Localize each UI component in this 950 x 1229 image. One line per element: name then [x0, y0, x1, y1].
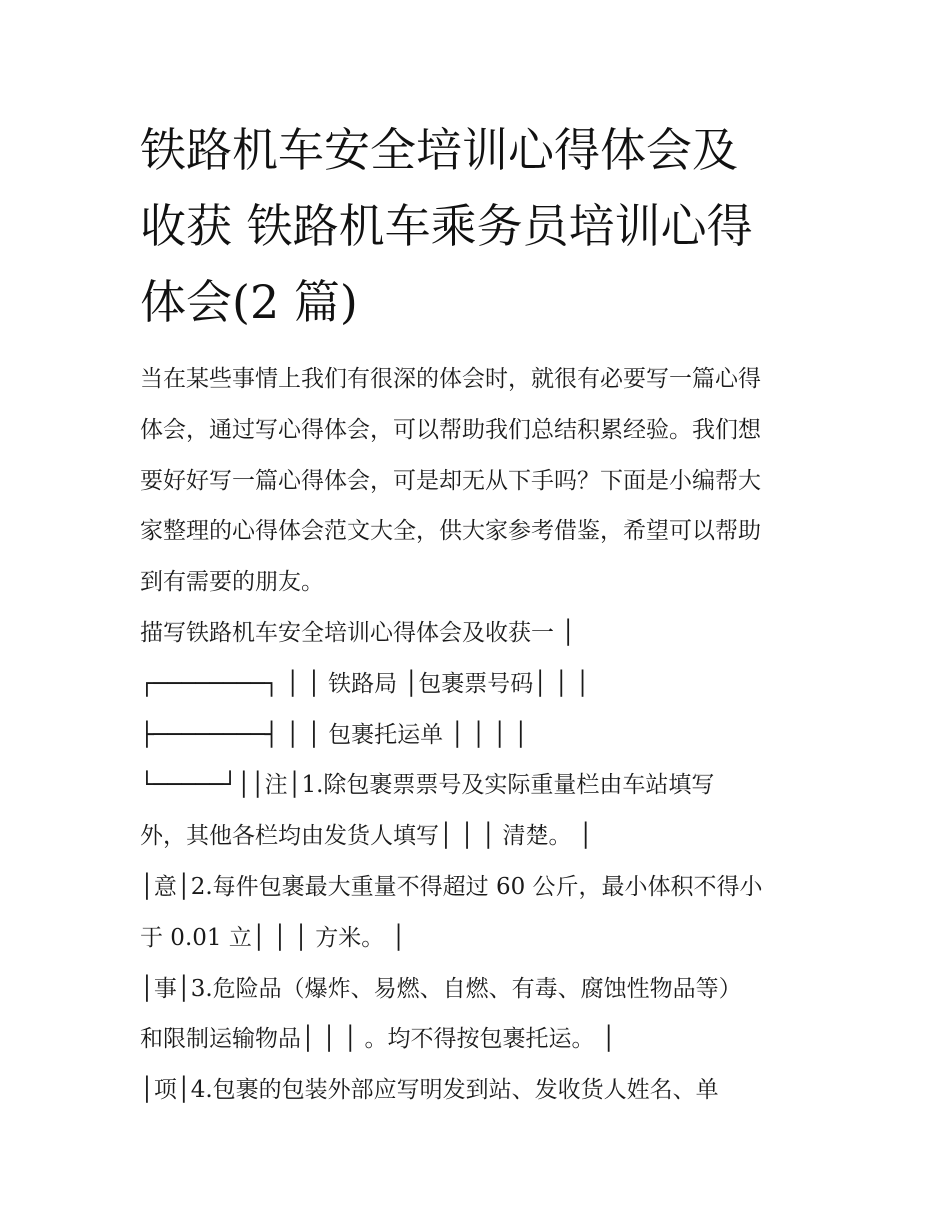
form-table-line: 和限制运输物品│ │ │ 。均不得按包裹托运。 │ — [140, 1026, 616, 1053]
form-table-line: │项│4.包裹的包装外部应写明发到站、发收货人姓名、单 — [140, 1077, 719, 1104]
title-line: 铁路机车安全培训心得体会及 — [140, 123, 738, 177]
body-line: 家整理的心得体会范文大全，供大家参考借鉴，希望可以帮助 — [140, 518, 761, 545]
title-line: 收获 铁路机车乘务员培训心得 — [140, 199, 753, 253]
form-table-line: └─────┘││注│1.除包裹票票号及实际重量栏由车站填写 — [140, 772, 715, 799]
form-table-line: │意│2.每件包裹最大重量不得超过 60 公斤，最小体积不得小 — [140, 873, 763, 900]
form-table-line: ┌────────┐ │ │ 铁路局 │包裹票号码│ │ │ — [140, 670, 590, 697]
form-table-line: │事│3.危险品（爆炸、易燃、自燃、有毒、腐蚀性物品等） — [140, 975, 742, 1002]
document-body — [140, 354, 830, 1116]
body-line: 当在某些事情上我们有很深的体会时，就很有必要写一篇心得 — [140, 366, 761, 392]
form-table-line: 外，其他各栏均由发货人填写│ │ │ 清楚。 │ — [140, 823, 593, 850]
form-table-line: 于 0.01 立│ │ │ 方米。 │ — [140, 924, 406, 951]
document-title — [140, 112, 830, 340]
body-line: 要好好写一篇心得体会，可是却无从下手吗？下面是小编帮大 — [140, 467, 761, 494]
form-table-line: ├────────┤ │ │ 包裹托运单 │ │ │ │ — [140, 721, 528, 748]
body-line: 到有需要的朋友。 — [140, 569, 324, 596]
body-line: 体会，通过写心得体会，可以帮助我们总结积累经验。我们想 — [140, 416, 761, 443]
section-heading-line: 描写铁路机车安全培训心得体会及收获一 │ — [140, 619, 576, 646]
title-line: 体会(2 篇) — [140, 275, 358, 329]
